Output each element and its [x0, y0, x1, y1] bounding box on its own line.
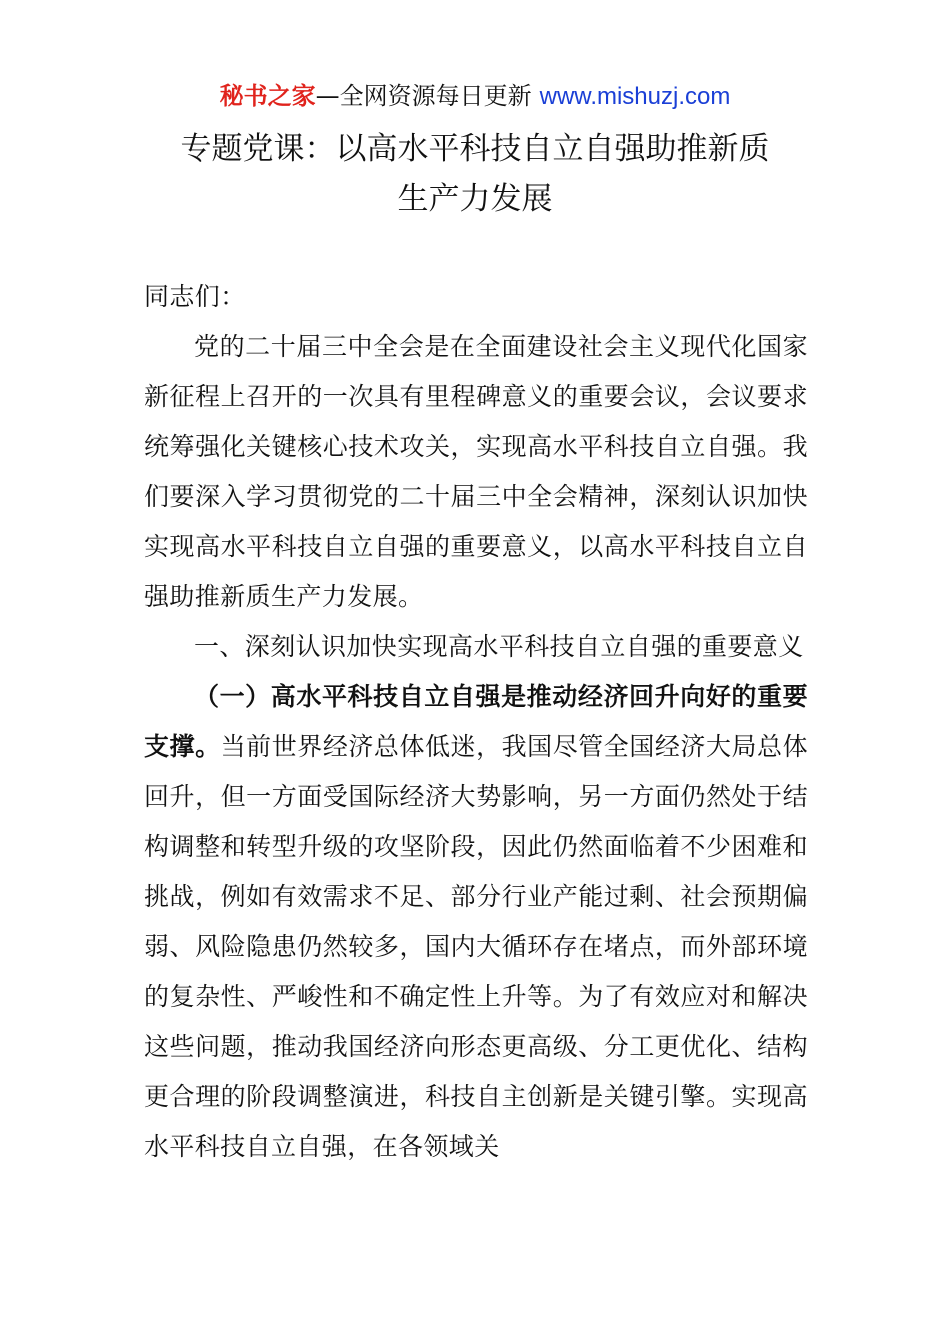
- subsection-text-1: 当前世界经济总体低迷，我国尽管全国经济大局总体回升，但一方面受国际经济大势影响，另一方面仍然处于结构调整和转型升级的攻坚阶段，因此仍然面临着不少困难和挑战，例如有效需求不足、部分行业产能过剩、社会预期偏弱、风险隐患仍然较多，国内大循环存在堵点，而外部环境的复杂性、严峻性和不确定性上升等。为了有效应对和解决这些问题，推动我国经济向形态更高级、分工更优化、结构更合理的阶段调整演进，科技自主创新是关键引擎。实现高水平科技自立自强，在各领域关: [144, 732, 809, 1161]
- site-slogan: —全网资源每日更新: [315, 82, 532, 110]
- paragraph-intro: 党的二十届三中全会是在全面建设社会主义现代化国家新征程上召开的一次具有里程碑意义的重要会议，会议要求统筹强化关键核心技术攻关，实现高水平科技自立自强。我们要深入学习贯彻党的二十届三中全会精神，深刻认识加快实现高水平科技自立自强的重要意义，以高水平科技自立自强助推新质生产力发展。: [144, 332, 808, 611]
- paragraph-subsection-1: [144, 672, 808, 1172]
- salutation: 同志们：: [144, 282, 246, 311]
- site-url-link[interactable]: www.mishuzj.com: [539, 83, 731, 110]
- subsection-heading-1: （一）高水平科技自立自强是推动经济回升向好的重要支撑。: [144, 682, 808, 761]
- site-name: 秘书之家: [219, 82, 316, 110]
- document-body: [144, 272, 808, 1172]
- title-line-1: 专题党课：以高水平科技自立自强助推新质: [180, 131, 770, 167]
- section-heading-1: 一、深刻认识加快实现高水平科技自立自强的重要意义: [194, 632, 804, 661]
- document-title: [100, 124, 850, 224]
- title-line-2: 生产力发展: [397, 181, 553, 217]
- site-header: [0, 80, 950, 113]
